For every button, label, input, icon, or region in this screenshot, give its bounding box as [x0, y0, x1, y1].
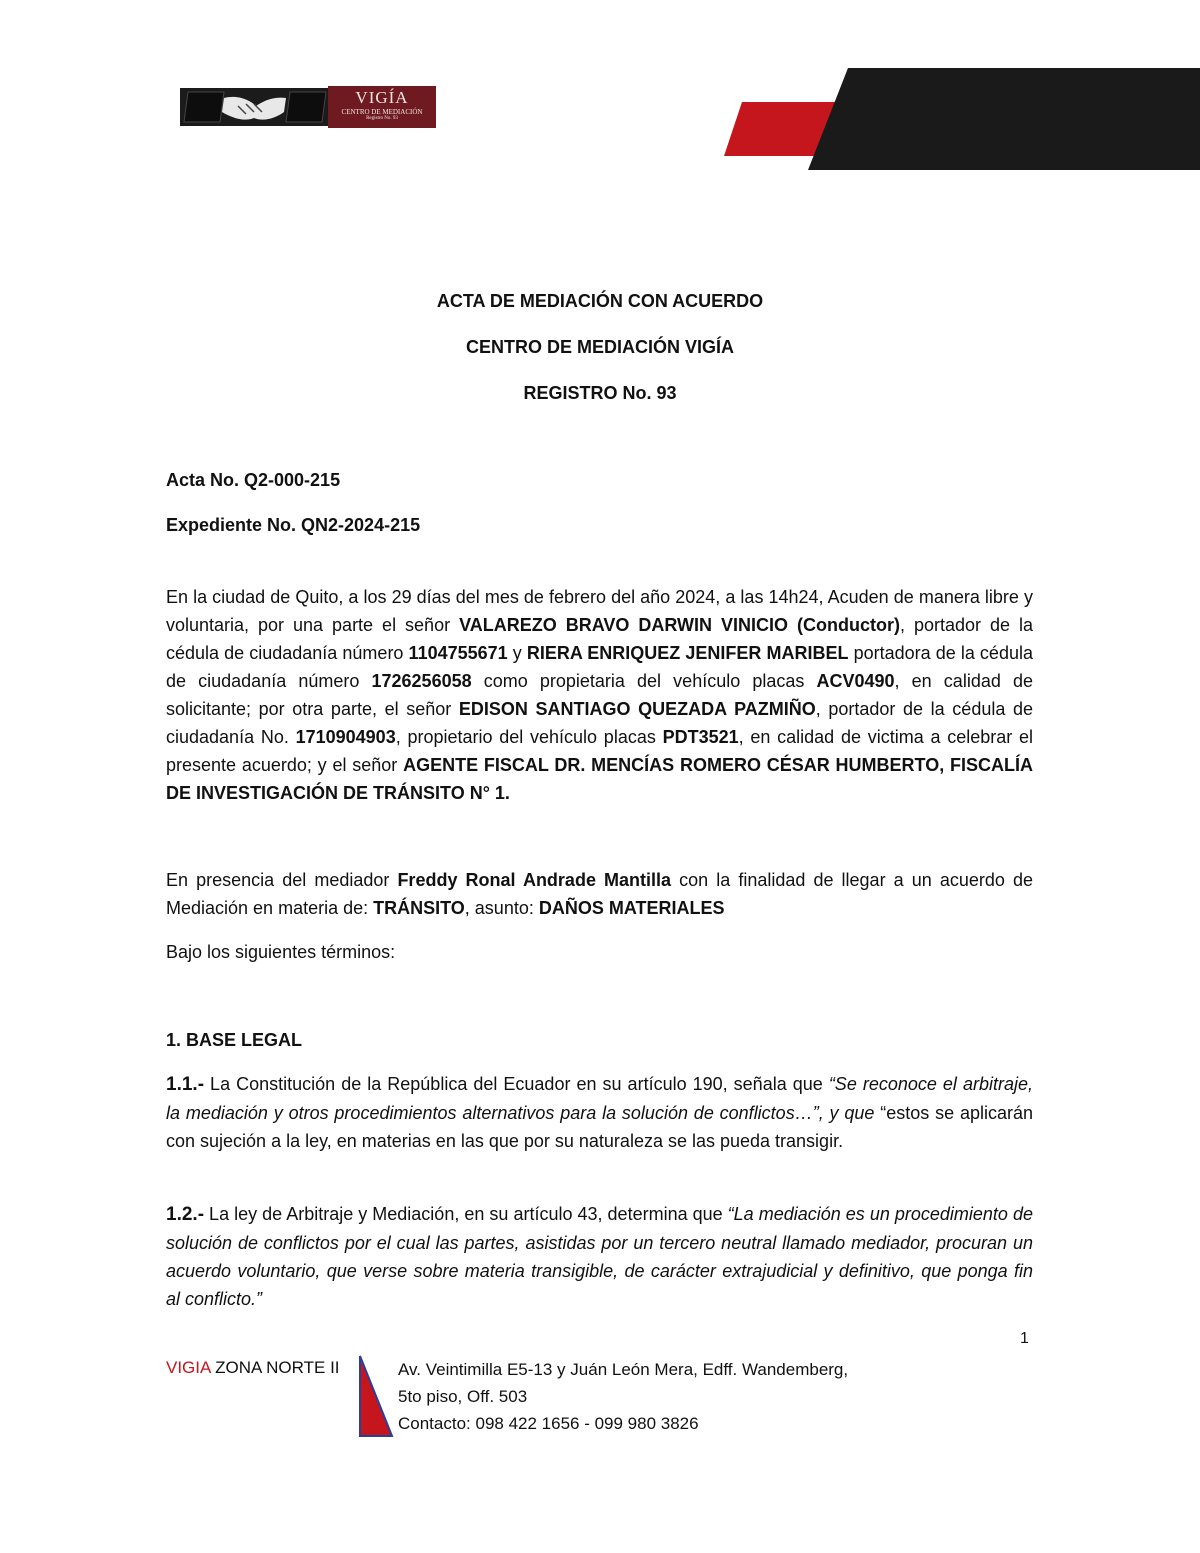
- intro-text: portadora de la cédula de ciudadanía número: [166, 643, 1033, 691]
- logo: [180, 86, 436, 128]
- intro-text: En la ciudad de Quito, a los 29 días del mes de febrero del año 2024, a las 14h24, Acuden de manera libre y voluntaria, por una parte el señor: [166, 587, 1033, 635]
- registro-number: REGISTRO No. 93: [523, 383, 677, 403]
- party-victim: EDISON SANTIAGO QUEZADA PAZMIÑO: [458, 699, 816, 719]
- footer-contact: Contacto: 098 422 1656 - 099 980 3826: [398, 1414, 699, 1433]
- party-conductor: VALAREZO BRAVO DARWIN VINICIO (Conductor): [459, 615, 900, 635]
- intro-text: como propietaria del vehículo placas: [471, 671, 817, 691]
- party-fiscal: AGENTE FISCAL DR. MENCÍAS ROMERO CÉSAR HUMBERTO, FISCALÍA DE INVESTIGACIÓN DE TRÁNSITO N° 1.: [166, 755, 1034, 803]
- plate-number: ACV0490: [816, 671, 895, 691]
- handshake-icon: [180, 88, 330, 126]
- mediator-text: , asunto:: [464, 898, 539, 918]
- intro-paragraph: [166, 583, 1033, 807]
- intro-text: , propietario del vehículo placas: [395, 727, 663, 747]
- clause-number: 1.2.-: [166, 1204, 205, 1225]
- clause-text: La ley de Arbitraje y Mediación, en su artículo 43, determina que: [204, 1204, 728, 1224]
- intro-text: , portador de la cédula de ciudadanía No.: [166, 699, 1033, 747]
- header-corner-decoration: [700, 60, 1200, 170]
- footer-zone: ZONA NORTE II: [210, 1358, 340, 1377]
- intro-text: y: [507, 643, 527, 663]
- footer-address-line: Av. Veintimilla E5-13 y Juán León Mera, Edff. Wandemberg,: [398, 1360, 849, 1379]
- logo-tagline: Registro No. 93: [366, 116, 398, 121]
- mediator-text: En presencia del mediador: [166, 870, 398, 890]
- expediente-number: Expediente No. QN2-2024-215: [166, 515, 421, 535]
- mediator-text: con la finalidad de llegar a un acuerdo de Mediación en materia de:: [166, 870, 1033, 918]
- party-owner: RIERA ENRIQUEZ JENIFER MARIBEL: [526, 643, 849, 663]
- document-title: ACTA DE MEDIACIÓN CON ACUERDO: [436, 291, 764, 311]
- cedula-number: 1710904903: [295, 727, 396, 747]
- footer-brand: VIGIA: [166, 1358, 211, 1377]
- handshake-logo-graphic: [180, 88, 330, 126]
- cedula-number: 1104755671: [408, 643, 508, 663]
- clause-text: La Constitución de la República del Ecuador en su artículo 190, señala que: [204, 1074, 829, 1094]
- logo-brand-box: [328, 86, 436, 128]
- mediator-name: Freddy Ronal Andrade Mantilla: [397, 870, 672, 890]
- intro-text: , en calidad de victima a celebrar el presente acuerdo; y el señor: [166, 727, 1034, 775]
- footer-triangle-decoration: [358, 1354, 394, 1438]
- center-name: CENTRO DE MEDIACIÓN VIGÍA: [465, 337, 734, 357]
- logo-subtitle: CENTRO DE MEDIACIÓN: [341, 108, 423, 116]
- clause-1-2: [166, 1200, 1033, 1313]
- acta-number: Acta No. Q2-000-215: [166, 470, 341, 490]
- footer-address: [398, 1356, 848, 1437]
- clause-number: 1.1.-: [166, 1074, 205, 1095]
- cedula-number: 1726256058: [371, 671, 472, 691]
- intro-text: , en calidad de solicitante; por otra parte, el señor: [166, 671, 1033, 719]
- clause-quote: “Se reconoce el arbitraje, la mediación y otros procedimientos alternativos para la solución de conflictos…”, y que: [166, 1074, 1033, 1123]
- subject: DAÑOS MATERIALES: [538, 898, 725, 918]
- clause-text: “estos se aplicarán con sujeción a la ley, en materias en las que por su naturaleza se las pueda transigir.: [166, 1103, 1033, 1151]
- page-number: 1: [1020, 1330, 1029, 1347]
- terms-intro: Bajo los siguientes términos:: [166, 942, 396, 962]
- clause-quote: “La mediación es un procedimiento de solución de conflictos por el cual las partes, asistidas por un tercero neutral llamado mediador, procuran un acuerdo voluntario, que verse sobre materia transigible, de carácter extrajudicial y definitivo, que ponga fin al conflicto.”: [166, 1204, 1033, 1309]
- logo-name: VIGÍA: [355, 88, 409, 107]
- footer-office: [166, 1358, 340, 1378]
- footer-address-line: 5to piso, Off. 503: [398, 1387, 528, 1406]
- matter: TRÁNSITO: [373, 898, 465, 918]
- intro-text: , portador de la cédula de ciudadanía número: [166, 615, 1033, 663]
- clause-1-1: [166, 1070, 1033, 1155]
- mediator-paragraph: [166, 866, 1033, 922]
- section-heading: 1. BASE LEGAL: [166, 1030, 303, 1050]
- plate-number: PDT3521: [662, 727, 739, 747]
